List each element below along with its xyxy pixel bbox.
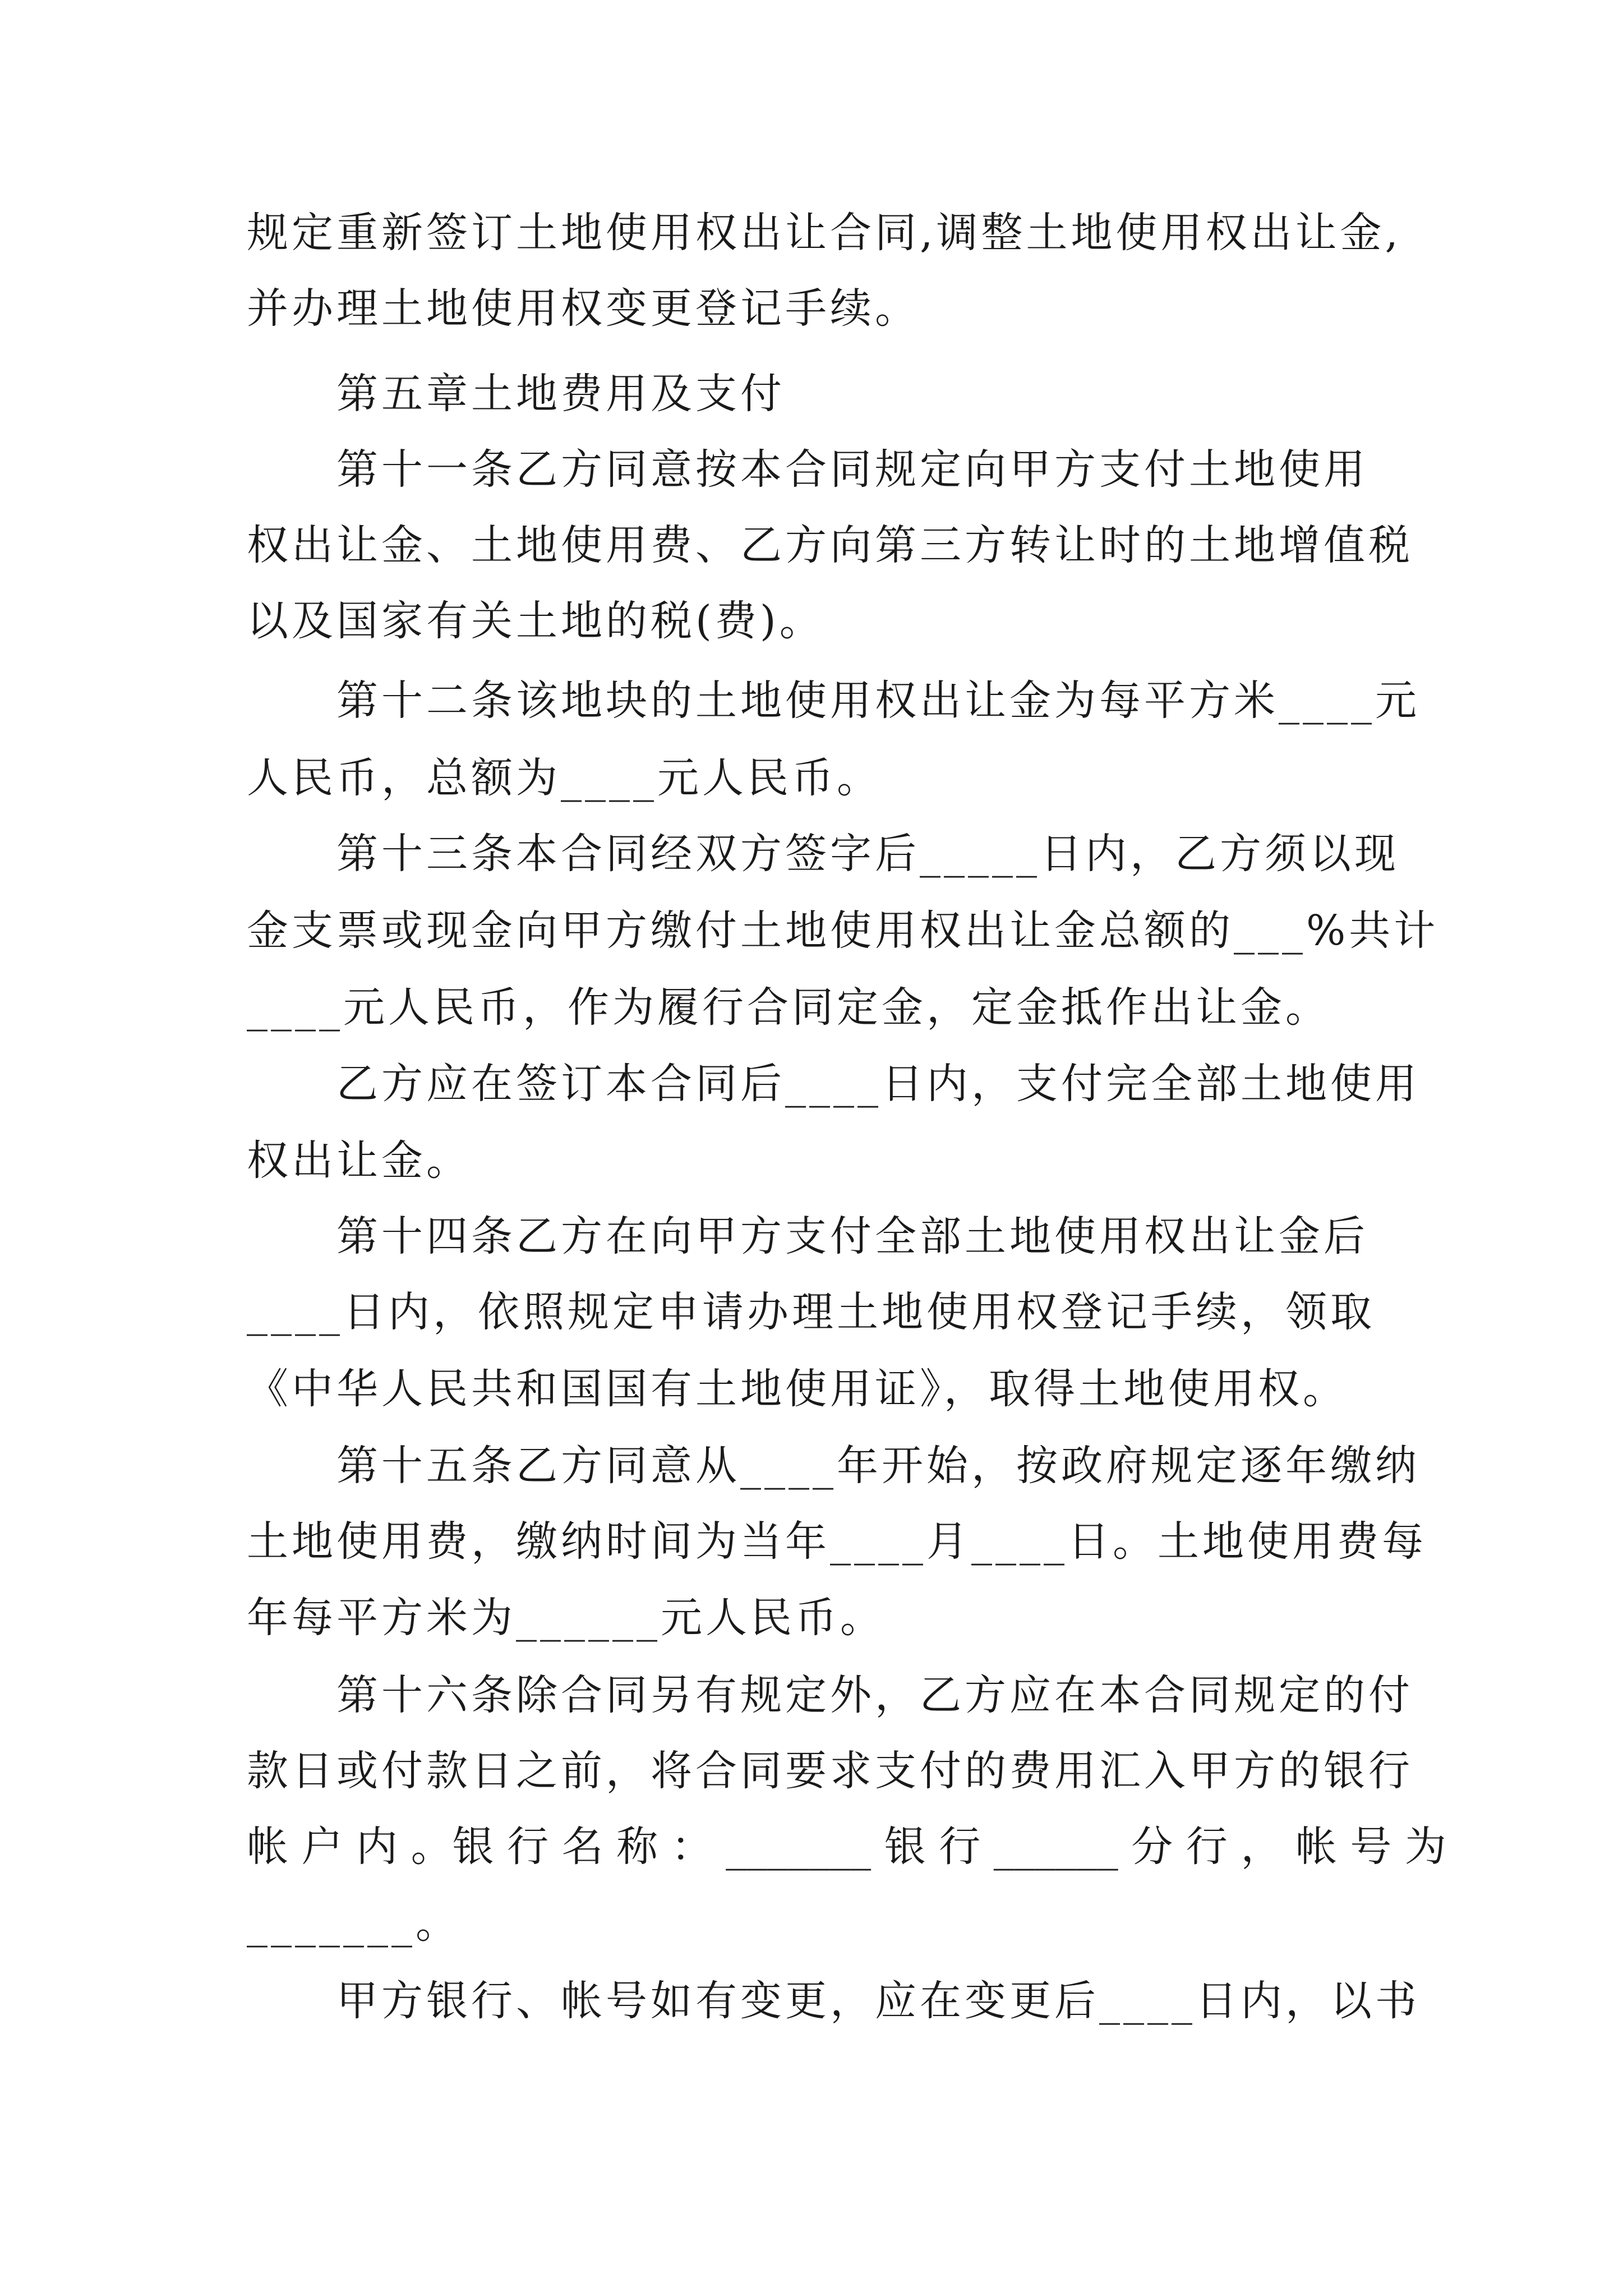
- text-line: 权出让金、土地使用费、乙方向第三方转让时的土地增值税: [247, 521, 1413, 569]
- text-line: 款日或付款日之前，将合同要求支付的费用汇入甲方的银行: [247, 1747, 1413, 1795]
- text-line: 人民币，总额为____元人民币。: [247, 754, 882, 802]
- text-line: 第十五条乙方同意从____年开始，按政府规定逐年缴纳: [336, 1442, 1420, 1490]
- text-line: 年每平方米为______元人民币。: [247, 1594, 885, 1642]
- text-line: _______。: [247, 1899, 460, 1948]
- text-line: 第十二条该地块的土地使用权出让金为每平方米____元: [336, 677, 1420, 725]
- text-line: 乙方应在签订本合同后____日内，支付完全部土地使用: [336, 1060, 1420, 1108]
- text-line: 《中华人民共和国国有土地使用证》，取得土地使用权。: [247, 1365, 1348, 1413]
- text-line: 第十三条本合同经双方签字后_____日内，乙方须以现: [336, 830, 1399, 878]
- text-line: 第十四条乙方在向甲方支付全部土地使用权出让金后: [336, 1212, 1368, 1260]
- text-line: 甲方银行、帐号如有变更，应在变更后____日内，以书: [336, 1977, 1420, 2025]
- chapter-heading: 第五章土地费用及支付: [336, 370, 785, 418]
- text-line: ____元人民币，作为履行合同定金，定金抵作出让金。: [247, 983, 1330, 1032]
- text-line: 第十六条除合同另有规定外，乙方应在本合同规定的付: [336, 1671, 1413, 1719]
- text-line: 土地使用费，缴纳时间为当年____月____日。土地使用费每: [247, 1517, 1427, 1566]
- text-line: 规定重新签订土地使用权出让合同,调整土地使用权出让金,: [247, 209, 1402, 257]
- text-line: 权出让金。: [247, 1137, 471, 1185]
- text-line: 金支票或现金向甲方缴付土地使用权出让金总额的___%共计: [247, 907, 1439, 955]
- text-line: 以及国家有关土地的税(费)。: [247, 597, 824, 645]
- text-line: 并办理土地使用权变更登记手续。: [247, 284, 920, 333]
- text-line: 第十一条乙方同意按本合同规定向甲方支付土地使用: [336, 445, 1368, 494]
- text-line: 帐 户 内 。银 行 名 称 ： _______ 银 行 ______ 分 行 ， 帐 号 为: [247, 1823, 1446, 1871]
- text-line: ____日内，依照规定申请办理土地使用权登记手续，领取: [247, 1288, 1375, 1336]
